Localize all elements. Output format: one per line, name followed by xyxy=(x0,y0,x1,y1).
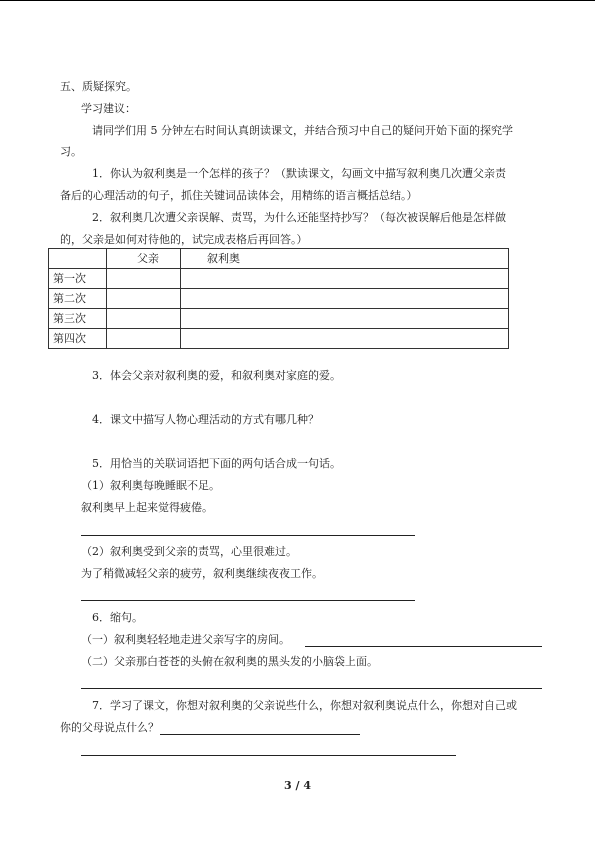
question-5: 5．用恰当的关联词语把下面的两句话合成一句话。 xyxy=(92,457,341,470)
table-row xyxy=(49,289,509,309)
father-answer-cell[interactable] xyxy=(107,269,181,289)
row-label: 第一次 xyxy=(49,269,107,289)
question-5-item-1a: （1）叙利奥每晚睡眠不足。 xyxy=(81,479,220,492)
answer-line-q6-2[interactable] xyxy=(81,688,542,689)
question-5-item-1b: 叙利奥早上起来觉得疲倦。 xyxy=(81,501,213,514)
father-answer-cell[interactable] xyxy=(107,329,181,349)
suggestion-label: 学习建议： xyxy=(81,102,136,115)
page-number: 3 / 4 xyxy=(284,779,311,792)
enrico-answer-cell[interactable] xyxy=(181,269,509,289)
question-4: 4．课文中描写人物心理活动的方式有哪几种？ xyxy=(92,413,319,426)
instruction-line-1: 请同学们用 5 分钟左右时间认真朗读课文，并结合预习中自己的疑问开始下面的探究学 xyxy=(92,124,513,137)
section-title: 五、质疑探究。 xyxy=(60,80,137,93)
row-label: 第四次 xyxy=(49,329,107,349)
enrico-answer-cell[interactable] xyxy=(181,309,509,329)
answer-line-q5-2[interactable] xyxy=(81,600,415,601)
row-label: 第三次 xyxy=(49,309,107,329)
question-6-item-1: （一）叙利奥轻轻地走进父亲写字的房间。 xyxy=(81,633,290,646)
header-rule xyxy=(0,0,595,1)
table-header-row xyxy=(49,249,509,269)
question-5-item-2a: （2）叙利奥受到父亲的责骂，心里很难过。 xyxy=(81,545,297,558)
row-label: 第二次 xyxy=(49,289,107,309)
table-header-cell xyxy=(49,249,107,269)
question-1-line-1: 1．你认为叙利奥是一个怎样的孩子？（默读课文，勾画文中描写叙利奥几次遭父亲责 xyxy=(92,167,506,180)
table-row xyxy=(49,329,509,349)
answer-line-q7-1[interactable] xyxy=(160,734,360,735)
answer-table xyxy=(48,248,509,349)
father-answer-cell[interactable] xyxy=(107,289,181,309)
question-2-line-1: 2．叙利奥几次遭父亲误解、责骂，为什么还能坚持抄写？（每次被误解后他是怎样做 xyxy=(92,211,506,224)
answer-line-q7-2[interactable] xyxy=(81,755,456,756)
question-5-item-2b: 为了稍微减轻父亲的疲劳，叙利奥继续夜夜工作。 xyxy=(81,567,323,580)
enrico-answer-cell[interactable] xyxy=(181,289,509,309)
table-header-cell: 父亲 xyxy=(107,249,181,269)
table-header-cell: 叙利奥 xyxy=(181,249,509,269)
question-6: 6．缩句。 xyxy=(92,611,143,624)
table-row xyxy=(49,309,509,329)
question-7-line-1: 7．学习了课文，你想对叙利奥的父亲说些什么，你想对叙利奥说点什么，你想对自己或 xyxy=(92,699,517,712)
question-1-line-2: 备后的心理活动的句子，抓住关键词品读体会，用精练的语言概括总结。） xyxy=(60,189,418,202)
instruction-line-2: 习。 xyxy=(60,145,82,158)
answer-line-q6-1[interactable] xyxy=(305,646,542,647)
enrico-answer-cell[interactable] xyxy=(181,329,509,349)
father-answer-cell[interactable] xyxy=(107,309,181,329)
table-row xyxy=(49,269,509,289)
answer-line-q5-1[interactable] xyxy=(81,535,415,536)
question-2-line-2: 的，父亲是如何对待他的，试完成表格后再回答。） xyxy=(60,233,308,246)
question-7-line-2: 你的父母说点什么？ xyxy=(60,721,159,734)
question-3: 3．体会父亲对叙利奥的爱，和叙利奥对家庭的爱。 xyxy=(92,369,341,382)
question-6-item-2: （二）父亲那白苍苍的头俯在叙利奥的黑头发的小脑袋上面。 xyxy=(81,655,378,668)
